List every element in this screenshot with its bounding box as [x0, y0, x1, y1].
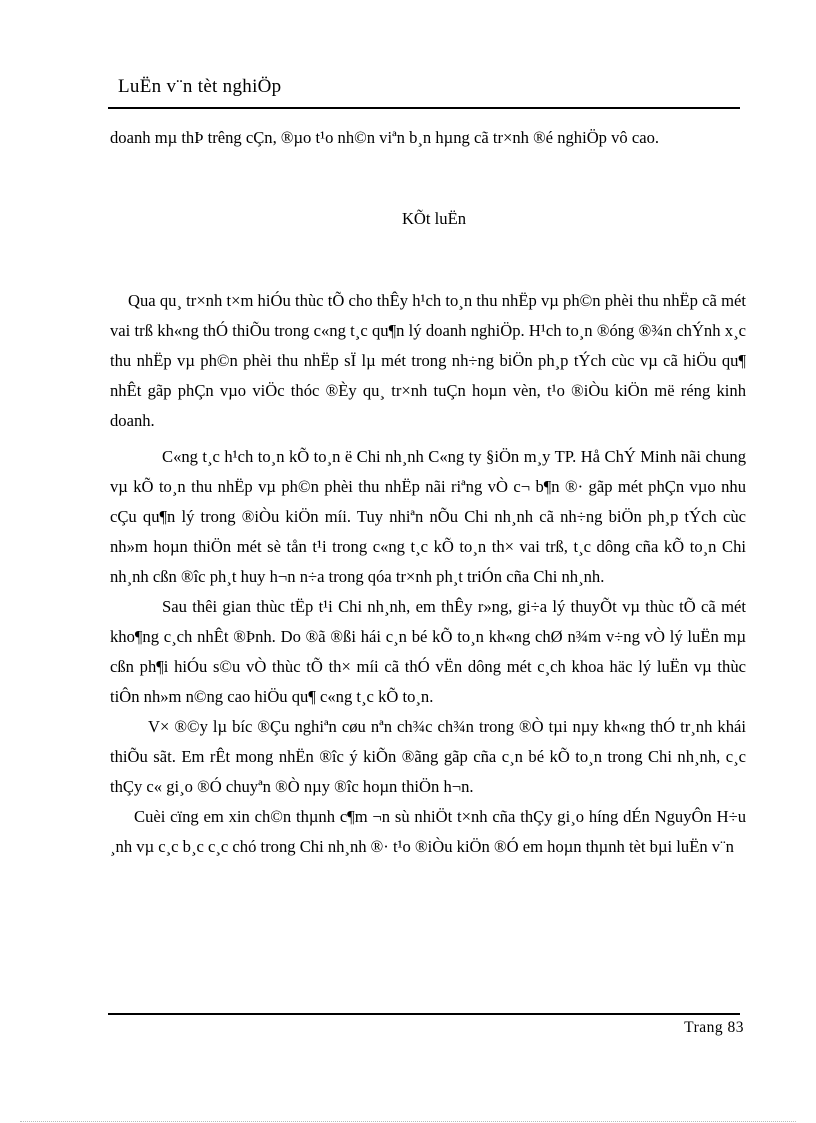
paragraph-2: C«ng t¸c h¹ch to¸n kÕ to¸n ë Chi nh¸nh C«ng ty §iÖn m¸y TP. Hå ChÝ Minh nãi chung vµ kÕ to¸n thu nhËp vµ ph©n phèi thu nhËp nãi riªng vÒ c¬ b¶n ®· gãp mét phÇn vµo nhu cÇu qu¶n lý trong ®iÒu kiÖn míi. Tuy nhiªn nÕu Chi nh¸nh cã nh÷ng biÖn ph¸p tÝch cùc nh»m hoµn thiÖn mét sè tån t¹i trong c«ng t¸c kÕ to¸n th× vai trß, t¸c dông cña kÕ to¸n Chi nh¸nh cßn ®îc ph¸t huy h¬n n÷a trong qóa tr×nh ph¸t triÓn cña Chi nh¸nh. [110, 447, 746, 586]
page-edge-divider [20, 1121, 796, 1122]
paragraph-3: Sau thêi gian thùc tËp t¹i Chi nh¸nh, em thÊy r»ng, gi÷a lý thuyÕt vµ thùc tÕ cã mét kho¶ng c¸ch nhÊt ®Þnh. Do ®ã ®ßi hái c¸n bé kÕ to¸n kh«ng chØ n¾m v÷ng vÒ lý luËn mµ cßn ph¶i hiÓu s©u vÒ thùc tÕ th× míi cã thÓ vËn dông mét c¸ch khoa häc lý luËn vµ thùc tiÔn nh»m n©ng cao hiÖu qu¶ c«ng t¸c kÕ to¸n. [110, 597, 746, 706]
footer-divider [108, 1013, 740, 1015]
paragraph-1: Qua qu¸ tr×nh t×m hiÓu thùc tÕ cho thÊy h¹ch to¸n thu nhËp vµ ph©n phèi thu nhËp cã mét vai trß kh«ng thÓ thiÕu trong c«ng t¸c qu¶n lý doanh nghiÖp. H¹ch to¸n ®óng ®¾n chÝnh x¸c thu nhËp vµ ph©n phèi thu nhËp sÏ lµ mét trong nh÷ng biÖn ph¸p tÝch cùc vµ cã hiÖu qu¶ nhÊt gãp phÇn vµo viÖc thóc ®Èy qu¸ tr×nh tuÇn hoµn vèn, t¹o ®iÒu kiÖn më réng kinh doanh. [110, 291, 746, 430]
paragraph-5: Cuèi cïng em xin ch©n thµnh c¶m ¬n sù nhiÖt t×nh cña thÇy gi¸o híng dÉn NguyÔn H÷u ¸nh vµ c¸c b¸c c¸c chó trong Chi nh¸nh ®· t¹o ®iÒu kiÖn ®Ó em hoµn thµnh tèt bµi luËn v¨n [110, 807, 746, 856]
page-number: Trang 83 [684, 1019, 744, 1036]
page-body [110, 123, 746, 862]
continued-paragraph: doanh mµ thÞ trêng cÇn, ®µo t¹o nh©n viªn b¸n hµng cã tr×nh ®é nghiÖp vô cao. [110, 128, 660, 147]
header-divider [108, 107, 740, 109]
paragraph-4: V× ®©y lµ bíc ®Çu nghiªn cøu nªn ch¾c ch¾n trong ®Ò tµi nµy kh«ng thÓ tr¸nh khái thiÕu sãt. Em rÊt mong nhËn ®îc ý kiÕn ®ãng gãp cña c¸n bé kÕ to¸n trong Chi nh¸nh, c¸c thÇy c« gi¸o ®Ó chuyªn ®Ò nµy ®îc hoµn thiÖn h¬n. [110, 717, 746, 796]
running-header: LuËn v¨n tèt nghiÖp [118, 76, 282, 97]
section-title: KÕt luËn [401, 209, 467, 228]
